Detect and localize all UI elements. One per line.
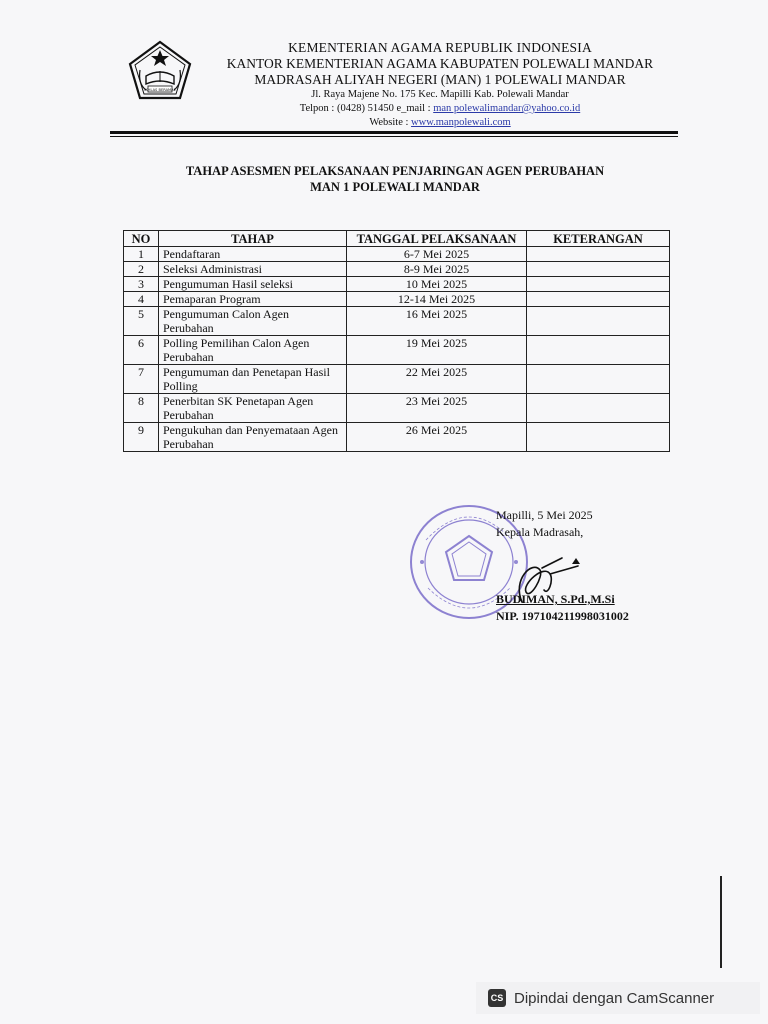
letterhead-office: KANTOR KEMENTERIAN AGAMA KABUPATEN POLEWALI MANDAR xyxy=(226,56,654,71)
signer-position: Kepala Madrasah, xyxy=(496,525,584,539)
row-tahap: Pengumuman dan Penetapan Hasil Polling xyxy=(159,365,347,394)
letterhead-ministry: KEMENTERIAN AGAMA REPUBLIK INDONESIA xyxy=(288,40,592,55)
signature-block xyxy=(496,507,629,623)
row-tahap: Penerbitan SK Penetapan Agen Perubahan xyxy=(159,394,347,423)
letterhead-divider-thin xyxy=(110,136,678,137)
row-tanggal: 12-14 Mei 2025 xyxy=(347,292,527,307)
header-keterangan: KETERANGAN xyxy=(527,231,670,247)
row-no: 8 xyxy=(124,394,159,423)
title-line-2: MAN 1 POLEWALI MANDAR xyxy=(310,180,480,194)
table-row xyxy=(124,247,670,262)
logo-motto: IKHLAS BERAMAL xyxy=(144,87,176,92)
camscanner-logo-icon: CS xyxy=(488,989,506,1007)
table-row xyxy=(124,262,670,277)
letterhead-contact xyxy=(200,102,680,116)
table-row xyxy=(124,292,670,307)
row-no: 1 xyxy=(124,247,159,262)
row-tahap: Polling Pemilihan Calon Agen Perubahan xyxy=(159,336,347,365)
row-no: 7 xyxy=(124,365,159,394)
row-keterangan xyxy=(527,336,670,365)
row-keterangan xyxy=(527,365,670,394)
camscanner-text: Dipindai dengan CamScanner xyxy=(514,989,715,1007)
row-no: 5 xyxy=(124,307,159,336)
row-tanggal: 10 Mei 2025 xyxy=(347,277,527,292)
table-row xyxy=(124,365,670,394)
header-tanggal: TANGGAL PELAKSANAAN xyxy=(347,231,527,247)
row-tahap: Pengumuman Calon Agen Perubahan xyxy=(159,307,347,336)
row-tanggal: 8-9 Mei 2025 xyxy=(347,262,527,277)
row-no: 2 xyxy=(124,262,159,277)
row-no: 4 xyxy=(124,292,159,307)
row-tanggal: 16 Mei 2025 xyxy=(347,307,527,336)
table-row xyxy=(124,307,670,336)
table-row xyxy=(124,394,670,423)
row-tahap: Pendaftaran xyxy=(159,247,347,262)
row-no: 6 xyxy=(124,336,159,365)
letterhead-divider xyxy=(110,131,678,134)
schedule-table xyxy=(123,230,670,452)
header-tahap: TAHAP xyxy=(159,231,347,247)
camscanner-badge xyxy=(476,982,760,1014)
row-tahap: Pengukuhan dan Penyemataan Agen Perubahan xyxy=(159,423,347,452)
email-link[interactable]: man polewalimandar@yahoo.co.id xyxy=(433,103,581,114)
letterhead-school: MADRASAH ALIYAH NEGERI (MAN) 1 POLEWALI MANDAR xyxy=(254,72,626,87)
table-row xyxy=(124,336,670,365)
signer-nip: NIP. 197104211998031002 xyxy=(496,609,629,623)
website-link[interactable]: www.manpolewali.com xyxy=(411,117,511,128)
row-tanggal: 19 Mei 2025 xyxy=(347,336,527,365)
row-keterangan xyxy=(527,262,670,277)
row-tanggal: 6-7 Mei 2025 xyxy=(347,247,527,262)
row-tanggal: 23 Mei 2025 xyxy=(347,394,527,423)
row-keterangan xyxy=(527,247,670,262)
row-keterangan xyxy=(527,394,670,423)
row-keterangan xyxy=(527,423,670,452)
row-tahap: Pemaparan Program xyxy=(159,292,347,307)
website-label: Website : xyxy=(369,117,412,128)
title-line-1: TAHAP ASESMEN PELAKSANAAN PENJARINGAN AGEN PERUBAHAN xyxy=(185,164,605,178)
row-tahap: Pengumuman Hasil seleksi xyxy=(159,277,347,292)
signer-name: BUDIMAN, S.Pd.,M.Si xyxy=(496,592,615,606)
row-tanggal: 22 Mei 2025 xyxy=(347,365,527,394)
table-header-row xyxy=(124,231,670,247)
row-no: 9 xyxy=(124,423,159,452)
row-no: 3 xyxy=(124,277,159,292)
row-tanggal: 26 Mei 2025 xyxy=(347,423,527,452)
kemenag-logo-icon xyxy=(126,40,194,102)
row-keterangan xyxy=(527,307,670,336)
row-keterangan xyxy=(527,277,670,292)
scan-edge-line xyxy=(720,876,722,968)
letterhead-address: Jl. Raya Majene No. 175 Kec. Mapilli Kab. Polewali Mandar xyxy=(311,89,569,100)
row-keterangan xyxy=(527,292,670,307)
letterhead xyxy=(200,40,680,130)
header-no: NO xyxy=(124,231,159,247)
phone-label: Telpon : (0428) 51450 e_mail : xyxy=(299,103,434,114)
row-tahap: Seleksi Administrasi xyxy=(159,262,347,277)
place-date: Mapilli, 5 Mei 2025 xyxy=(496,508,593,522)
letterhead-website xyxy=(200,116,680,130)
table-row xyxy=(124,277,670,292)
table-row xyxy=(124,423,670,452)
document-title xyxy=(120,163,670,195)
